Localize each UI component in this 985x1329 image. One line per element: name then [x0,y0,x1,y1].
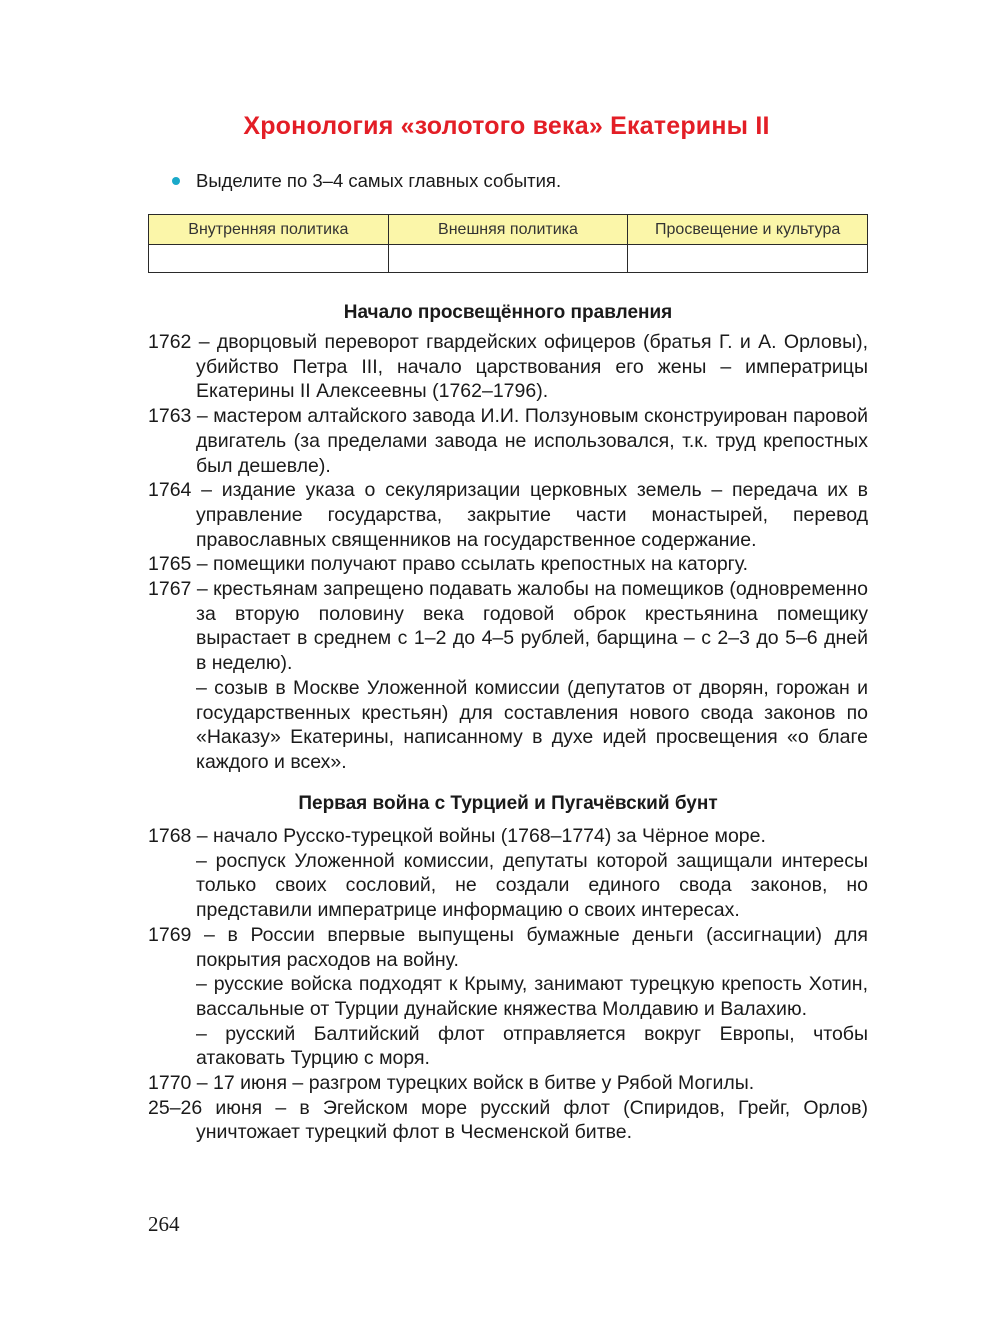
task-text: Выделите по 3–4 самых главных события. [196,170,562,191]
table-cell-foreign-policy[interactable] [388,245,628,273]
chronology-entry: – роспуск Уложенной комиссии, депутаты которой защищали интересы только своих сословий, не создали единого свода законов, но представили императрице информацию о своих интересах. [196,849,868,922]
column-header-foreign-policy: Внешняя политика [388,215,628,245]
column-header-domestic-policy: Внутренняя политика [149,215,389,245]
chronology-entry: 1769 – в России впервые выпущены бумажные деньги (ассигнации) для покрытия расходов на войну. [148,923,868,971]
chronology-entry: 25–26 июня – в Эгейском море русский флот (Спиридов, Грейг, Орлов) уничтожает турецкий флот в Чесменской битве. [148,1096,868,1144]
events-table [148,214,868,273]
bullet-icon [172,177,180,185]
table-cell-domestic-policy[interactable] [149,245,389,273]
chronology-entry: 1770 – 17 июня – разгром турецких войск в битве у Рябой Могилы. [148,1072,755,1095]
section-heading-first-turkish-war: Первая война с Турцией и Пугачёвский бунт [298,793,718,814]
chronology-entry: 1767 – крестьянам запрещено подавать жалобы на помещиков (одновременно за вторую половину века годовой оброк крестьянина помещику вырастает в среднем с 1–2 до 4–5 рублей, барщина – с 2–3 до 5–6 дней в неделю). [148,578,868,675]
table-cell-enlightenment-culture[interactable] [628,245,868,273]
chronology-entry: 1762 – дворцовый переворот гвардейских офицеров (братья Г. и А. Орловы), убийство Петра III, начало царствования его жены – императрицы Екатерины II Алексеевны (1762–1796). [148,331,868,403]
chronology-entry: – русский Балтийский флот отправляется вокруг Европы, чтобы атаковать Турцию с моря. [196,1022,868,1070]
chronology-entry: 1764 – издание указа о секуляризации церковных земель – передача их в управление государства, закрытие части монастырей, перевод православных священников на государственное содержание. [148,479,868,551]
section-entries-first-turkish-war [148,824,868,1145]
page-number: 264 [148,1212,180,1236]
chronology-entry: – созыв в Москве Уложенной комиссии (депутатов от дворян, горожан и государственных крестьян) для составления нового свода законов по «Наказу» Екатерины, написанному в духе идей просвещения «о благе каждого и всех». [196,676,868,773]
section-heading-enlightened-rule: Начало просвещённого правления [343,302,673,323]
section-entries-enlightened-rule [148,330,868,775]
chronology-entry: – русские войска подходят к Крыму, занимают турецкую крепость Хотин, вассальные от Турции дунайские княжества Молдавию и Валахию. [196,973,868,1020]
column-header-enlightenment-culture: Просвещение и культура [628,215,868,245]
page-title: Хронология «золотого века» Екатерины II [243,112,770,140]
chronology-entry: 1765 – помещики получают право ссылать крепостных на каторгу. [148,553,749,576]
task-instruction [172,170,561,192]
chronology-entry: 1763 – мастером алтайского завода И.И. Ползуновым сконструирован паровой двигатель (за пределами завода не использовался, т.к. труд крепостных был дешевле). [148,405,868,477]
chronology-entry: 1768 – начало Русско-турецкой войны (1768–1774) за Чёрное море. [148,825,766,847]
